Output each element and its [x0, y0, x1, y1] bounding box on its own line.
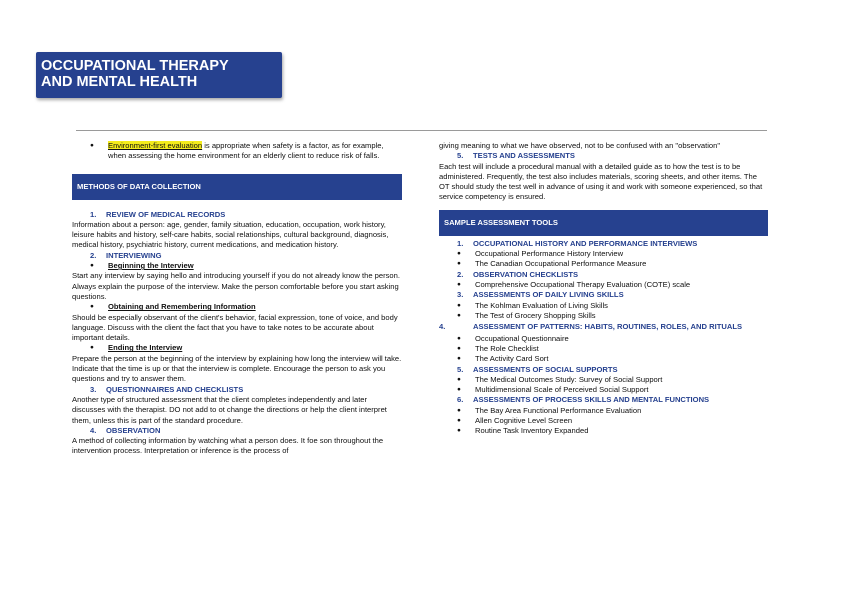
section-heading: 3. QUESTIONNAIRES AND CHECKLISTS: [90, 384, 244, 394]
highlighted-term: Environment-first evaluation: [108, 141, 203, 150]
section-text: Another type of structured assessment that the client completes independently and later discusses with the therapist. DO not add to ot change the directions or help the client interpret them, unless this is part of the standard procedure.: [72, 394, 387, 425]
tool-list-item: ● The Canadian Occupational Performance Measure: [439, 259, 768, 269]
section-heading: 2. INTERVIEWING: [90, 250, 162, 260]
divider-rule: [76, 130, 767, 131]
title-line-2: AND MENTAL HEALTH: [41, 74, 198, 90]
tool-list-item: ● The Role Checklist: [439, 344, 768, 354]
assessment-groups: [439, 239, 768, 437]
subheading: ● Obtaining and Remembering Information: [72, 302, 402, 312]
subsection-text: Should be especially observant of the client's behavior, facial expression, tone of voice, and body language. Discuss with the client the fact that you have to take notes to be accurate about important details.: [72, 312, 398, 343]
subsection-text: Prepare the person at the beginning of the interview by explaining how long the interview will take. Indicate that the time is up or that the interview is complete. Encourage the person to ask you questions and try to answer them.: [72, 353, 402, 384]
tool-list-item: ● The Medical Outcomes Study: Survey of Social Support: [439, 375, 768, 385]
tool-list-item: ● The Kohlman Evaluation of Living Skills: [439, 301, 768, 311]
tool-list-item: ● Multidimensional Scale of Perceived Social Support: [439, 385, 768, 395]
tool-list-item: ● Comprehensive Occupational Therapy Evaluation (COTE) scale: [439, 280, 768, 290]
tool-group-heading: 5. ASSESSMENTS OF SOCIAL SUPPORTS: [457, 364, 618, 374]
tool-list-item: ● Allen Cognitive Level Screen: [439, 416, 768, 426]
tool-group-heading: 6. ASSESSMENTS OF PROCESS SKILLS AND MENTAL FUNCTIONS: [457, 395, 710, 405]
continued-text: giving meaning to what we have observed, not to be confused with an "observation": [439, 141, 721, 150]
intro-text: is appropriate when safety is a factor, as for example, when assessing the home environment for an elderly client to reduce risk of falls.: [108, 141, 384, 161]
document-title: [36, 52, 282, 98]
sample-tools-heading-band: SAMPLE ASSESSMENT TOOLS: [439, 210, 768, 236]
tool-list-item: ● The Bay Area Functional Performance Evaluation: [439, 406, 768, 416]
right-column: [439, 141, 768, 437]
tool-group-heading: 2. OBSERVATION CHECKLISTS: [457, 269, 579, 279]
tool-group-heading: 4. ASSESSMENT OF PATTERNS: HABITS, ROUTINES, ROLES, AND RITUALS: [439, 322, 743, 332]
subheading: ● Beginning the Interview: [72, 261, 402, 271]
subheading: ● Ending the Interview: [72, 343, 402, 353]
tool-group-heading: 3. ASSESSMENTS OF DAILY LIVING SKILLS: [457, 290, 624, 300]
subsection-text: Start any interview by saying hello and introducing yourself if you do not already know the person. Always explain the purpose of the interview. Make the person comfortable before you start asking questions.: [72, 271, 400, 301]
section-text: Information about a person: age, gender, family situation, education, occupation, work history, leisure habits and history, self-care habits, social relationships, cultural background, diagnosis, medical history, psychiatric history, current medications, and medication history.: [72, 219, 389, 250]
tool-list-item: ● Routine Task Inventory Expanded: [439, 426, 768, 436]
tool-list-item: ● The Test of Grocery Shopping Skills: [439, 311, 768, 321]
tool-group-heading: 1. OCCUPATIONAL HISTORY AND PERFORMANCE INTERVIEWS: [457, 238, 698, 248]
section-text: A method of collecting information by watching what a person does. It foe son throughout the intervention process. Interpretation or inference is the process of: [72, 436, 384, 456]
tool-list-item: ● Occupational Questionnaire: [439, 334, 768, 344]
tool-list-item: ● The Activity Card Sort: [439, 354, 768, 364]
section-heading: 5. TESTS AND ASSESSMENTS: [457, 151, 575, 161]
section-heading: 1. REVIEW OF MEDICAL RECORDS: [90, 209, 226, 219]
section-heading: 4. OBSERVATION: [90, 425, 161, 435]
tool-list-item: ● Occupational Performance History Interview: [439, 249, 768, 259]
left-column: [72, 141, 402, 457]
title-line-1: OCCUPATIONAL THERAPY: [41, 58, 229, 74]
intro-bullet: [72, 141, 402, 162]
methods-heading-band: METHODS OF DATA COLLECTION: [72, 174, 402, 200]
section-text: Each test will include a procedural manual with a detailed guide as to how the test is to be administered. Frequently, the test also includes materials, scoring sheets, and other items. The OT should study the test well in advance of using it and work with someone experienced, so that service competency is ensured.: [439, 161, 763, 202]
